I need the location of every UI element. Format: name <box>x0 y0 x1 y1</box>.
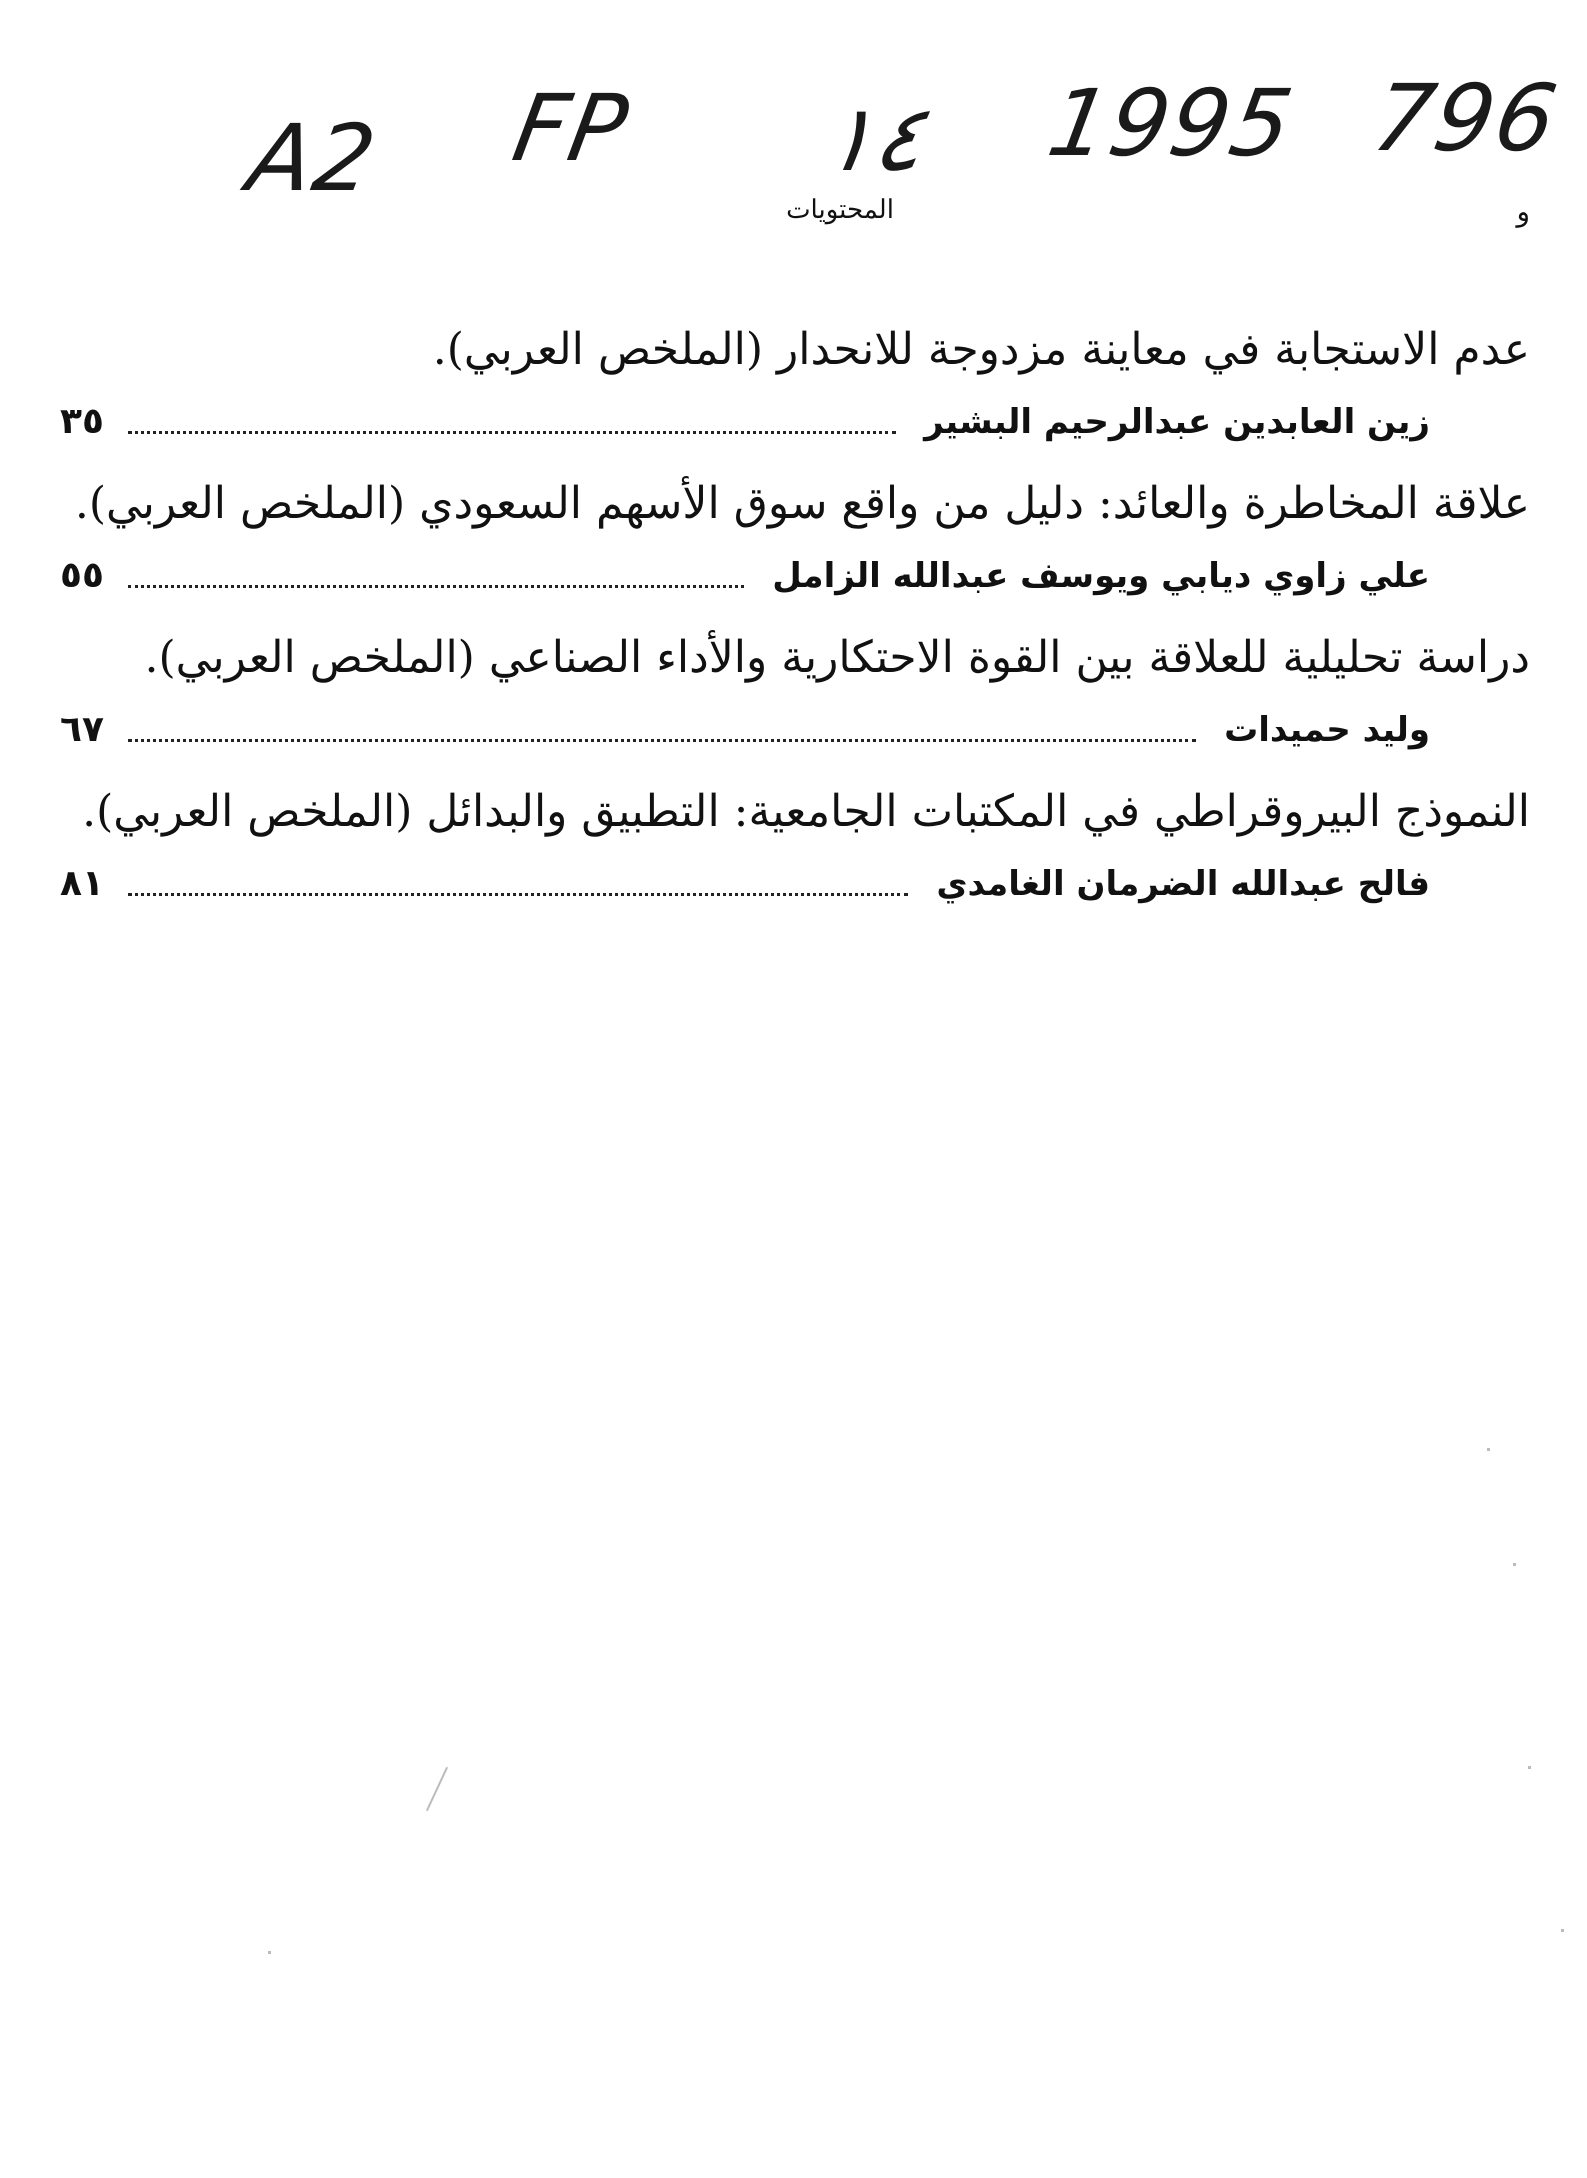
scan-speck <box>426 1767 448 1811</box>
scan-speck <box>1561 1929 1564 1932</box>
scan-speck <box>1513 1563 1516 1566</box>
dot-leader <box>128 739 1196 742</box>
toc-entry-title: دراسة تحليلية للعلاقة بين القوة الاحتكارية والأداء الصناعي (الملخص العربي). <box>144 632 1530 683</box>
page-number-letter: و <box>1516 195 1530 228</box>
toc-entry-line <box>60 844 1530 924</box>
page-header <box>150 195 1530 235</box>
handwritten-shelf-code: A2 <box>240 105 385 212</box>
toc-entry <box>60 626 1530 770</box>
toc-entry-page-number: ٥٥ <box>60 555 104 596</box>
toc-entry-page-number: ٣٥ <box>60 401 104 442</box>
toc-entry-title: علاقة المخاطرة والعائد: دليل من واقع سوق الأسهم السعودي (الملخص العربي). <box>74 478 1530 529</box>
toc-entry-page-number: ٦٧ <box>60 709 104 750</box>
scan-speck <box>1487 1448 1490 1451</box>
scan-speck <box>268 1951 271 1954</box>
toc-entry <box>60 780 1530 924</box>
scan-speck <box>1528 1766 1531 1769</box>
toc-entry-author: علي زاوي ديابي ويوسف عبدالله الزامل <box>772 556 1430 596</box>
handwritten-year: 1995 <box>1040 70 1302 177</box>
toc-entry-title: عدم الاستجابة في معاينة مزدوجة للانحدار (الملخص العربي). <box>432 324 1530 375</box>
toc-entry-line <box>60 382 1530 462</box>
handwritten-accession-number: 796 <box>1365 65 1567 172</box>
running-title: المحتويات <box>786 195 894 225</box>
handwritten-series-code: FP <box>505 75 637 182</box>
toc-entry-author: فالح عبدالله الضرمان الغامدي <box>936 864 1430 904</box>
toc-entry-line <box>60 690 1530 770</box>
toc-entry-page-number: ٨١ <box>60 863 104 904</box>
dot-leader <box>128 893 908 896</box>
toc-entry <box>60 472 1530 616</box>
handwritten-catalog-annotation <box>240 65 1567 212</box>
toc-entry-line <box>60 536 1530 616</box>
handwritten-volume-number: ١٤ <box>815 85 934 192</box>
toc-entry-title: النموذج البيروقراطي في المكتبات الجامعية: التطبيق والبدائل (الملخص العربي). <box>82 786 1530 837</box>
toc-entry-author: وليد حميدات <box>1224 710 1430 750</box>
table-of-contents <box>60 318 1530 934</box>
toc-entry <box>60 318 1530 462</box>
dot-leader <box>128 585 744 588</box>
toc-entry-author: زين العابدين عبدالرحيم البشير <box>924 402 1430 442</box>
dot-leader <box>128 431 896 434</box>
